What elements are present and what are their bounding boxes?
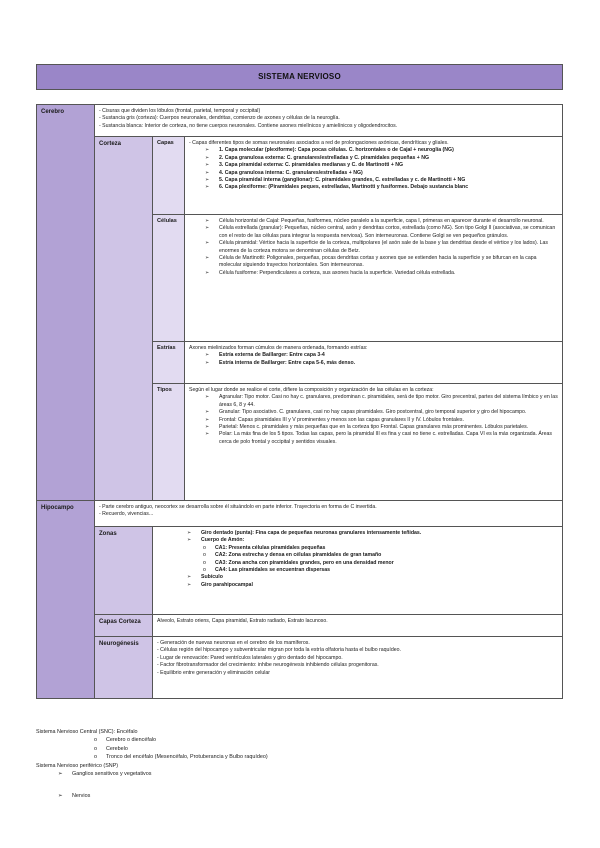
circle-bullet-icon: o: [203, 559, 206, 566]
circle-bullet-icon: o: [203, 552, 206, 559]
cerebro-intro-line: - Sustancia blanca: Interior de corteza, no tiene cuerpos neuronales. Contiene axones mielínicos y amielínicos y oligodendrocitos.: [99, 122, 398, 129]
arrow-icon: ➢: [58, 793, 63, 800]
neurogenesis-line: - Factor fibrotransformador del crecimiento: inhibe neurogénesis inhibiendo células progenitoras.: [157, 662, 379, 669]
snc-item: o Tronco del encéfalo (Mesencéfalo, Protuberancia y Bulbo raquídeo): [94, 754, 268, 761]
neurogenesis-line: - Células región del hipocampo y subventricular migran por toda la estría olfatoria hasta el bulbo raquídeo.: [157, 647, 401, 654]
tipos-label: Tipos: [153, 384, 185, 501]
arrow-icon: ➢: [205, 416, 210, 423]
tipos-content: [185, 384, 563, 501]
arrow-icon: ➢: [205, 423, 210, 430]
page-title: SISTEMA NERVIOSO: [36, 64, 563, 90]
hipocampo-intro-line: - Recuerdo, vivencias...: [99, 511, 154, 518]
arrow-icon: ➢: [205, 154, 210, 161]
arrow-icon: ➢: [187, 581, 192, 588]
neurogenesis-line: - Lugar de renovación: Pared ventrículos laterales y giro dentado del hipocampo.: [157, 654, 343, 661]
neurogenesis-label: Neurogénesis: [95, 637, 153, 699]
zona-item: ➢ Cuerpo de Amón:: [187, 537, 245, 544]
arrow-icon: ➢: [205, 162, 210, 169]
page: [36, 64, 563, 699]
tipo-item: ➢ Polar: La más fina de los 5 tipos. Todas las capas, pero la piramidal III es fina y casi no tiene c. estrelladas. Capa VI es la más organizada. Áreas cerca de polo frontal y occipital y sentidos visuales.: [205, 431, 552, 445]
capa-item: ➢ 5. Capa piramidal interna (ganglionar): C. piramidales grandes, C. estrelladas y c. de Martinotti + NG: [205, 176, 466, 183]
arrow-icon: ➢: [205, 352, 210, 359]
capas-corteza-content: [153, 615, 563, 637]
snp-heading: Sistema Nervioso periférico (SNP): [36, 762, 119, 769]
capa-item: ➢ 3. Capa piramidal externa: C. piramidales medianas y C. de Martinotti + NG: [205, 162, 404, 169]
ca-item: o CA3: Zona ancha con piramidales grandes, pero en una densidad menor: [203, 559, 394, 566]
arrow-icon: ➢: [205, 218, 210, 224]
arrow-icon: ➢: [205, 147, 210, 154]
capa-item: ➢ 2. Capa granulosa externa: C. granulares/estrelladas y C. piramidales pequeñas + NG: [205, 154, 430, 161]
tipos-intro: Según el lugar donde se realice el corte, difiere la composición y organización de las células en la corteza:: [189, 387, 434, 393]
neurogenesis-line: - Equilibrio entre generación y eliminación celular: [157, 669, 271, 676]
cerebro-intro-line: - Cisuras que dividen los lóbulos (frontal, parietal, temporal y occipital): [99, 108, 261, 114]
zona-item: ➢ Subículo: [187, 574, 223, 581]
arrow-icon: ➢: [58, 770, 63, 777]
arrow-icon: ➢: [205, 184, 210, 191]
zona-item: ➢ Giro parahipocampal: [187, 581, 253, 588]
arrow-icon: ➢: [187, 574, 192, 581]
arrow-icon: ➢: [205, 240, 210, 247]
arrow-icon: ➢: [205, 254, 210, 261]
capas-label: Capas: [153, 137, 185, 215]
hipocampo-label: Hipocampo: [37, 501, 95, 699]
celulas-label: Células: [153, 215, 185, 342]
arrow-icon: ➢: [205, 225, 210, 232]
neurogenesis-line: - Generación de nuevas neuronas en el cerebro de los mamíferos.: [157, 640, 310, 646]
circle-bullet-icon: o: [203, 544, 206, 551]
cerebro-intro: [95, 105, 563, 137]
celula-item: ➢ Célula estrellada (granular): Pequeñas, núcleo central, axón y dendritas cortos, estrellada (como NG). Son tipo Golgi II (asociativas, se comunican con el resto de las células para integrar la respuesta nerviosa). Son interneuronas. Contiene Golgi se ven pequeños gránulos.: [205, 225, 556, 239]
circle-bullet-icon: o: [203, 566, 206, 573]
estria-item: ➢ Estría interna de Baillarger: Entre capa 5-6, más denso.: [205, 359, 356, 366]
arrow-icon: ➢: [187, 530, 192, 536]
celulas-content: [185, 215, 563, 342]
estrias-content: [185, 342, 563, 384]
arrow-icon: ➢: [205, 176, 210, 183]
arrow-icon: ➢: [205, 169, 210, 176]
estrias-label: Estrías: [153, 342, 185, 384]
arrow-icon: ➢: [187, 537, 192, 544]
tipo-item: ➢ Granular: Tipo asociativo. C. granulares, casi no hay capas piramidales. Giro postcentral, giro temporal superior y giro del hipocampo.: [205, 409, 527, 416]
hipocampo-intro: [95, 501, 563, 527]
tipo-item: ➢ Frontal: Capas piramidales III y V prominentes y menos son las capas granulares II y IV. Lóbulos frontales.: [205, 416, 464, 423]
arrow-icon: ➢: [205, 409, 210, 416]
capa-item: ➢ 1. Capa molecular (plexiforme): Capa pocas células. C. horizontales o de Cajal + neuroglía (NG): [205, 147, 454, 154]
zona-item: ➢ Giro dentado (punta): Fina capa de pequeñas neuronas granulares intensamente teñidas.: [187, 530, 422, 536]
estria-item: ➢ Estría externa de Baillarger: Entre capa 3-4: [205, 352, 325, 359]
snc-item: o Cerebro o diencéfalo: [94, 737, 157, 744]
snc-heading: Sistema Nervioso Central (SNC): Encéfalo: [36, 729, 138, 735]
snp-item: ➢ Nervios: [58, 793, 91, 800]
ca-item: o CA2: Zona estrecha y densa en células piramidales de gran tamaño: [203, 552, 382, 559]
cerebro-label: Cerebro: [37, 105, 95, 501]
notes-table: [36, 104, 563, 699]
corteza-label: Corteza: [95, 137, 153, 501]
circle-bullet-icon: o: [94, 737, 97, 744]
ca-item: o CA1: Presenta células piramidales pequeñas: [203, 544, 326, 551]
snc-item: o Cerebelo: [94, 745, 128, 752]
capas-corteza-label: Capas Corteza: [95, 615, 153, 637]
celula-item: ➢ Célula piramidal: Vértice hacia la superficie de la corteza, multipolares (el axón sale de la base y las dendritas desde el vértice y los lados). Las enormes de la corteza motora se denominan células de Betz.: [205, 240, 548, 254]
capa-item: ➢ 4. Capa granulosa interna: C. granulares/estrelladas + NG): [205, 169, 363, 176]
capa-item: ➢ 6. Capa plexiforme: (Piramidales peques, estrelladas, Martinotti y fusiformes. Debajo sustancia blanc: [205, 184, 469, 191]
zonas-content: [153, 527, 563, 615]
arrow-icon: ➢: [205, 431, 210, 438]
footer-outline: [36, 728, 563, 801]
capas-corteza-text: Alveolo, Estrato oriens, Capa piramidal, Estrato radiado, Estrato lacunoso.: [157, 618, 328, 624]
arrow-icon: ➢: [205, 394, 210, 401]
celula-item: ➢ Célula fusiforme: Perpendiculares a corteza, sus axones hacia la superficie. Variedad célula estrellada.: [205, 269, 456, 276]
zonas-label: Zonas: [95, 527, 153, 615]
circle-bullet-icon: o: [94, 754, 97, 761]
capas-content: [185, 137, 563, 215]
arrow-icon: ➢: [205, 269, 210, 276]
celula-item: ➢ Célula horizontal de Cajal: Pequeñas, fusiformes, núcleo paralelo a la superficie, capa I, primeras en aparecer durante el desarrollo neuronal.: [205, 218, 544, 224]
tipo-item: ➢ Parietal: Menos c. piramidales y más pequeñas que en la corteza tipo Frontal. Capas granulares más prominentes. Lóbulos parietales.: [205, 423, 529, 430]
tipo-item: ➢ Agranular: Tipo motor. Casi no hay c. granulares, predominan c. piramidales, será de tipo motor. Giro precentral, partes del sistema límbico y en las áreas 6, 8 y 44.: [205, 394, 558, 408]
capas-intro: - Capas diferentes tipos de somas neuronales asociados a red de prolongaciones axónicas, dendríticas y gliales.: [189, 140, 449, 146]
celula-item: ➢ Célula de Martinotti: Poligonales, pequeñas, pocas dendritas cortas y axones que se extienden hacia la superficie y se bifurcan en la capa molecular siguiendo trayectos horizontales. Son interneuronas.: [205, 254, 537, 269]
circle-bullet-icon: o: [94, 745, 97, 752]
cerebro-intro-line: - Sustancia gris (corteza): Cuerpos neuronales, dendritas, comienzo de axones y células de la neuroglía.: [99, 115, 340, 122]
estrias-intro: Axones mielinizados forman cúmulos de manera ordenada, formando estrías:: [189, 345, 368, 351]
snp-item: ➢ Ganglios sensitivos y vegetativos: [58, 770, 152, 777]
neurogenesis-content: [153, 637, 563, 699]
hipocampo-intro-line: - Parte cerebro antiguo, neocortex se desarrolla sobre él situándolo en parte inferior. Trayectoria en forma de C invertida.: [99, 504, 377, 510]
arrow-icon: ➢: [205, 359, 210, 366]
ca-item: o CA4: Las piramidales se encuentran dispersas: [203, 566, 331, 573]
